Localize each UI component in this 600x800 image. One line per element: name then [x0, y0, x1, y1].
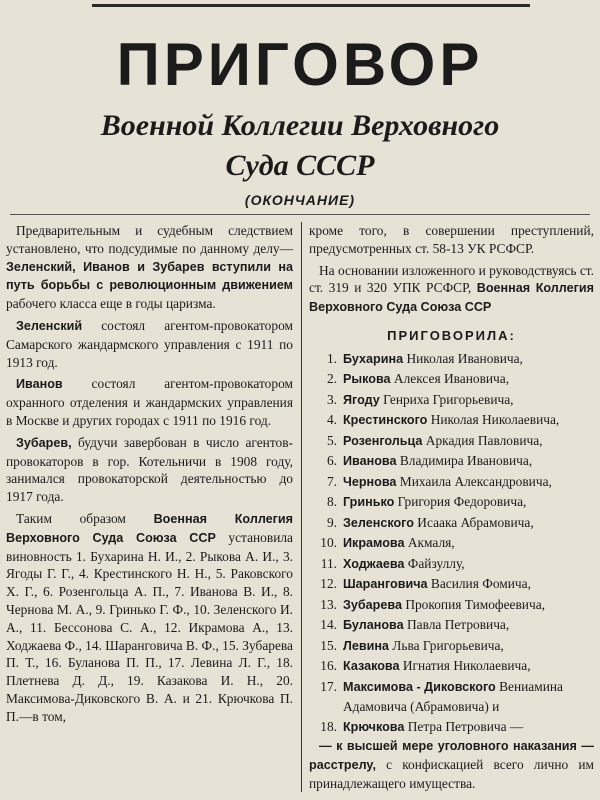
verdict-person — [343, 677, 594, 717]
verdict-number: 1. — [326, 350, 337, 366]
verdict-list — [309, 349, 594, 738]
verdict-person — [343, 369, 594, 390]
verdict-given-names: Павла Петровича, — [403, 617, 510, 633]
verdict-number: 16. — [320, 658, 337, 674]
verdict-item — [309, 554, 594, 575]
paragraph-ivanov: Иванов состоял агентом-провокатором охранного отделения и жандармских управления в Москве и других городах с 1911 по 1916 год. — [6, 376, 293, 428]
verdict-given-names: Льва Григорьевича, — [388, 637, 504, 653]
verdict-number: 13. — [320, 596, 337, 612]
verdict-item — [309, 533, 594, 554]
verdict-person — [343, 513, 594, 534]
verdict-surname: Зубарева — [343, 597, 402, 612]
verdict-surname: Ягоду — [343, 392, 380, 407]
verdict-given-names: Игнатия Николаевича, — [399, 658, 531, 674]
verdict-surname: Максимова - Диковского — [343, 679, 496, 694]
verdict-number: 2. — [326, 371, 337, 387]
verdict-given-names: Петра Петровича — — [404, 718, 524, 734]
verdict-given-names: Николая Николаевича, — [427, 412, 560, 428]
verdict-number: 18. — [320, 718, 337, 734]
verdict-number: 6. — [326, 453, 337, 469]
verdict-number: 12. — [320, 576, 337, 592]
verdict-person — [343, 615, 594, 636]
verdict-person — [343, 595, 594, 616]
verdict-item — [309, 472, 594, 493]
right-column — [309, 222, 594, 797]
column-divider — [301, 222, 302, 792]
verdict-person — [343, 410, 594, 431]
verdict-given-names: Вениамина Адамовича (Абрамовича) и — [343, 678, 563, 715]
verdict-surname: Левина — [343, 638, 389, 653]
decided-heading: ПРИГОВОРИЛА: — [387, 327, 516, 343]
verdict-given-names: Василия Фомича, — [427, 576, 531, 592]
subtitle-line-1: Военной Коллегии Верховного — [100, 109, 500, 142]
verdict-item — [309, 492, 594, 513]
verdict-number: 11. — [320, 555, 337, 571]
verdict-number: 8. — [326, 494, 337, 510]
verdict-person — [343, 636, 594, 657]
verdict-surname: Бухарина — [343, 351, 404, 366]
verdict-surname: Чернова — [343, 474, 397, 489]
verdict-item — [309, 677, 594, 717]
verdict-number: 4. — [326, 412, 337, 428]
paragraph-guilt: Таким образом Военная Коллегия Верховного Суда Союза ССР установила виновность 1. Бухарина Н. И., 2. Рыкова А. И., 3. Ягоды Г. Г., 4. Крестинского Н. Н., 5. Раковского Х. Г., 6. Розенгольца А. П., 7. Иванова В. И., 8. Чернова М. А., 9. Гринько Г. Ф., 10. Зеленского И. А., 11. Бессонова С. А., 12. Икрамова А., 13. Ходжаева Ф., 14. Шаранговича В. Ф., 15. Зубарева П. Т., 16. Буланова П. П., 17. Левина Л. Г., 18. Плетнева Д. Д., 19. Казакова И. Н., 20. Максимова-Диковского В. А. и 21. Крючкова П. П.—в том, — [6, 510, 293, 724]
verdict-surname: Рыкова — [343, 372, 391, 387]
verdict-given-names: Генриха Григорьевича, — [379, 391, 514, 407]
verdict-surname: Икрамова — [343, 536, 405, 551]
paragraph-basis: На основании изложенного и руководствуясь ст. ст. 319 и 320 УПК РСФСР, Военная Коллегия Верховного Суда Союза ССР — [309, 262, 594, 315]
top-rule — [92, 4, 530, 7]
verdict-item — [309, 574, 594, 595]
verdict-number: 7. — [326, 473, 337, 489]
verdict-person — [343, 472, 594, 493]
verdict-given-names: Владимира Ивановича, — [396, 453, 533, 469]
verdict-number: 15. — [320, 637, 337, 653]
verdict-person — [343, 656, 594, 677]
verdict-person — [343, 554, 594, 575]
verdict-person — [343, 349, 594, 370]
verdict-surname: Гринько — [343, 495, 395, 510]
document-title: ПРИГОВОР — [116, 31, 484, 98]
verdict-surname: Крючкова — [343, 719, 405, 734]
verdict-item — [309, 615, 594, 636]
verdict-item — [309, 513, 594, 534]
verdict-given-names: Исаака Абрамовича, — [413, 514, 534, 530]
verdict-person — [343, 451, 594, 472]
verdict-item — [309, 431, 594, 452]
verdict-surname: Шаранговича — [343, 577, 428, 592]
verdict-surname: Розенгольца — [343, 433, 423, 448]
verdict-surname: Крестинского — [343, 413, 428, 428]
verdict-item — [309, 451, 594, 472]
verdict-person — [343, 533, 594, 554]
verdict-surname: Казакова — [343, 659, 400, 674]
verdict-number: 10. — [320, 535, 337, 551]
verdict-given-names: Прокопия Тимофеевича, — [401, 596, 545, 612]
ending-label: (ОКОНЧАНИЕ) — [244, 192, 356, 208]
paragraph-zubarev: Зубарев, будучи завербован в число агентов-провокаторов в гор. Котельничи в 1908 году, занимался провокаторской деятельностью до 1917 года. — [6, 434, 293, 505]
verdict-surname: Зеленского — [343, 515, 414, 530]
verdict-item — [309, 595, 594, 616]
header-divider — [10, 214, 590, 215]
paragraph-zelensky: Зеленский состоял агентом-провокатором Самарского жандармского управления с 1911 по 1913 год. — [6, 317, 293, 370]
verdict-number: 9. — [326, 514, 337, 530]
verdict-person — [343, 574, 594, 595]
verdict-number: 3. — [326, 391, 337, 407]
verdict-item — [309, 656, 594, 677]
verdict-person — [343, 492, 594, 513]
verdict-given-names: Аркадия Павловича, — [422, 432, 543, 448]
verdict-item — [309, 369, 594, 390]
verdict-given-names: Михаила Александровича, — [396, 473, 552, 489]
left-column — [6, 222, 293, 730]
verdict-surname: Ходжаева — [343, 556, 405, 571]
paragraph-investigation: Предварительным и судебным следствием установлено, что подсудимые по данному делу—Зеленский, Иванов и Зубарев вступили на путь борьбы с революционным движением рабочего класса еще в годы царизма. — [6, 223, 293, 312]
sentence-paragraph: — к высшей мере уголовного наказания — расстрелу, с конфискацией всего лично им принадлежащего имущества. — [309, 739, 594, 791]
verdict-person — [343, 390, 594, 411]
subtitle-line-2: Суда СССР — [225, 149, 375, 182]
verdict-number: 14. — [320, 617, 337, 633]
verdict-item — [309, 390, 594, 411]
verdict-item — [309, 410, 594, 431]
verdict-given-names: Файзуллу, — [404, 555, 465, 571]
verdict-surname: Иванова — [343, 454, 397, 469]
verdict-given-names: Алексея Ивановича, — [390, 371, 510, 387]
verdict-given-names: Акмаля, — [404, 535, 455, 551]
verdict-person — [343, 431, 594, 452]
verdict-given-names: Николая Ивановича, — [403, 350, 523, 366]
verdict-given-names: Григория Федоровича, — [394, 494, 527, 510]
verdict-person — [343, 717, 594, 738]
verdict-item — [309, 636, 594, 657]
verdict-item — [309, 717, 594, 738]
verdict-item — [309, 349, 594, 370]
verdict-surname: Буланова — [343, 618, 404, 633]
verdict-number: 5. — [326, 432, 337, 448]
paragraph-articles: кроме того, в совершении преступлений, предусмотренных ст. 58-13 УК РСФСР. — [309, 223, 594, 256]
verdict-number: 17. — [320, 678, 337, 694]
